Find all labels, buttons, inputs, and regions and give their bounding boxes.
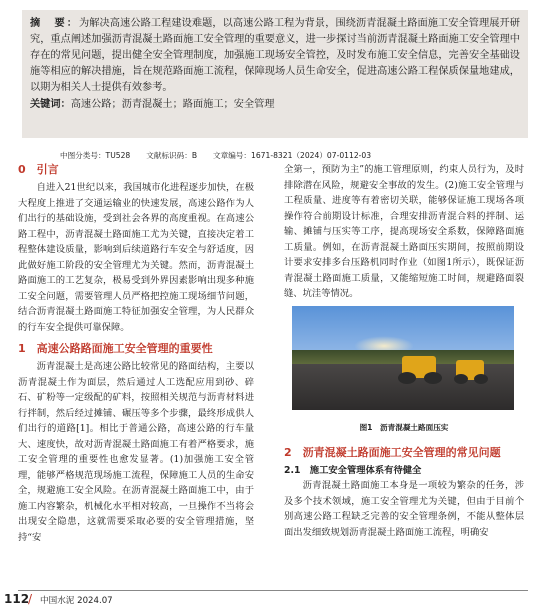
intro-heading: 0 引言 <box>18 163 59 176</box>
roller-drum-icon <box>424 372 442 384</box>
article-number: 文章编号：1671-8321（2024）07-0112-03 <box>213 151 372 160</box>
footer-rule <box>18 590 528 591</box>
keywords-label: 关键词： <box>30 99 71 110</box>
clc-number: 中图分类号：TU528 <box>60 151 131 160</box>
section1-paragraph: 沥青混凝土是高速公路比较常见的路面结构，主要以沥青混凝土作为面层，然后通过人工选配应用到砂、碎石、矿粉等一定级配的矿料，按照相关规范与沥青材料进行拌制，然后经过摊铺、碾压等多个步骤，最终形成供人们出行的道路[1]。相比于普通公路，高速公路的行车量大、速度快，故对沥青混凝土路面施工有着严格要求，施工安全管理的重要性也愈发显著。(1)加强施工安全管理，能够严格规范现场施工流程，保障施工人员的生命安全，规避施工安全风险。在沥青混凝土路面施工中，由于施工内容繁杂，机械化水平相对较高，一旦操作不当将会出现安全隐患，这就需要采取必要的安全管理措施，坚持“安 <box>18 361 254 543</box>
section2-1-heading: 2.1 施工安全管理体系有待健全 <box>284 465 422 476</box>
footer-slash: / <box>28 592 33 606</box>
page-footer <box>0 588 548 616</box>
abstract-label: 摘 要： <box>30 18 80 29</box>
left-column <box>18 162 254 545</box>
page-number: 112 <box>4 592 30 606</box>
roller-drum-icon <box>454 374 468 384</box>
right-continuation-paragraph: 全第一，预防为主”的施工管理原则，约束人员行为，及时排除潜在风险，规避安全事故的发生。(2)施工安全管理与工程质量、进度等有着密切关联，能够保证施工现场各项操作符合前期设计标准，合理安排沥青混合料的拌制、运输、摊铺与压实等工序，提高现场安全系数，保障路面施工质量。例如，在沥青混凝土路面压实期间，按照前期设计要求安排多台压路机同时作业（如图1所示），既保证沥青混凝土路面施工质量，又能缩短施工时间，规避路面裂缝、坑洼等情况。 <box>284 164 524 299</box>
section2-1-paragraph: 沥青混凝土路面施工本身是一项较为繁杂的任务，涉及多个技术领域，施工安全管理尤为关键，但由于目前个别高速公路工程缺乏完善的安全管理条例，不能从整体层面出发细致规划沥青混凝土路面施工流程，明确安 <box>284 480 524 538</box>
roller-drum-icon <box>398 372 416 384</box>
keywords-line <box>30 97 520 113</box>
roller-drum-icon <box>474 374 488 384</box>
journal-name: 中国水泥 2024.07 <box>40 596 113 606</box>
classification-line <box>60 150 490 161</box>
document-code: 文献标识码：B <box>146 151 198 160</box>
right-column <box>284 162 524 540</box>
section2-heading: 2 沥青混凝土路面施工安全管理的常见问题 <box>284 446 501 459</box>
figure-caption: 图1 沥青混凝土路面压实 <box>359 422 449 432</box>
section1-heading: 1 高速公路路面施工安全管理的重要性 <box>18 342 213 355</box>
abstract-text: 为解决高速公路工程建设难题，以高速公路工程为背景，围绕沥青混凝土路面施工安全管理展开研究，重点阐述加强沥青混凝土路面施工安全管理的重要意义，进一步探讨当前沥青混凝土路面施工安全管理中存在的常见问题，提出健全安全管理制度，加强施工现场安全管控，及时发布施工安全信息，完善安全基础设施等相应的解决措施，旨在规范路面施工流程，保障现场人员生命安全，促进高速公路工程保质保量地建成，以期为相关人士提供有效参考。 <box>30 18 520 93</box>
intro-paragraph: 自进入21世纪以来，我国城市化进程逐步加快，在极大程度上推进了交通运输业的快速发展，高速公路作为人们出行的基础设施，受到社会各界的高度重视。在高速公路工程中，沥青混凝土路面施工尤为关键，直接决定着工程整体建设质量，影响到后续道路行车安全与舒适度，因此做好施工阶段的安全管理尤为关键。然而，沥青混凝土路面施工的工艺复杂，极易受到外界因素影响出现多种施工安全问题，需要管理人员严格把控施工现场细节问题，结合沥青混凝土路面施工特征加强安全管理，为人民群众的行车安全提供可靠保障。 <box>18 182 254 333</box>
abstract-paragraph <box>30 16 520 96</box>
abstract-box <box>22 10 528 138</box>
figure-asphalt-compaction <box>292 306 514 410</box>
keywords-text: 高速公路；沥青混凝土；路面施工；安全管理 <box>70 99 275 110</box>
